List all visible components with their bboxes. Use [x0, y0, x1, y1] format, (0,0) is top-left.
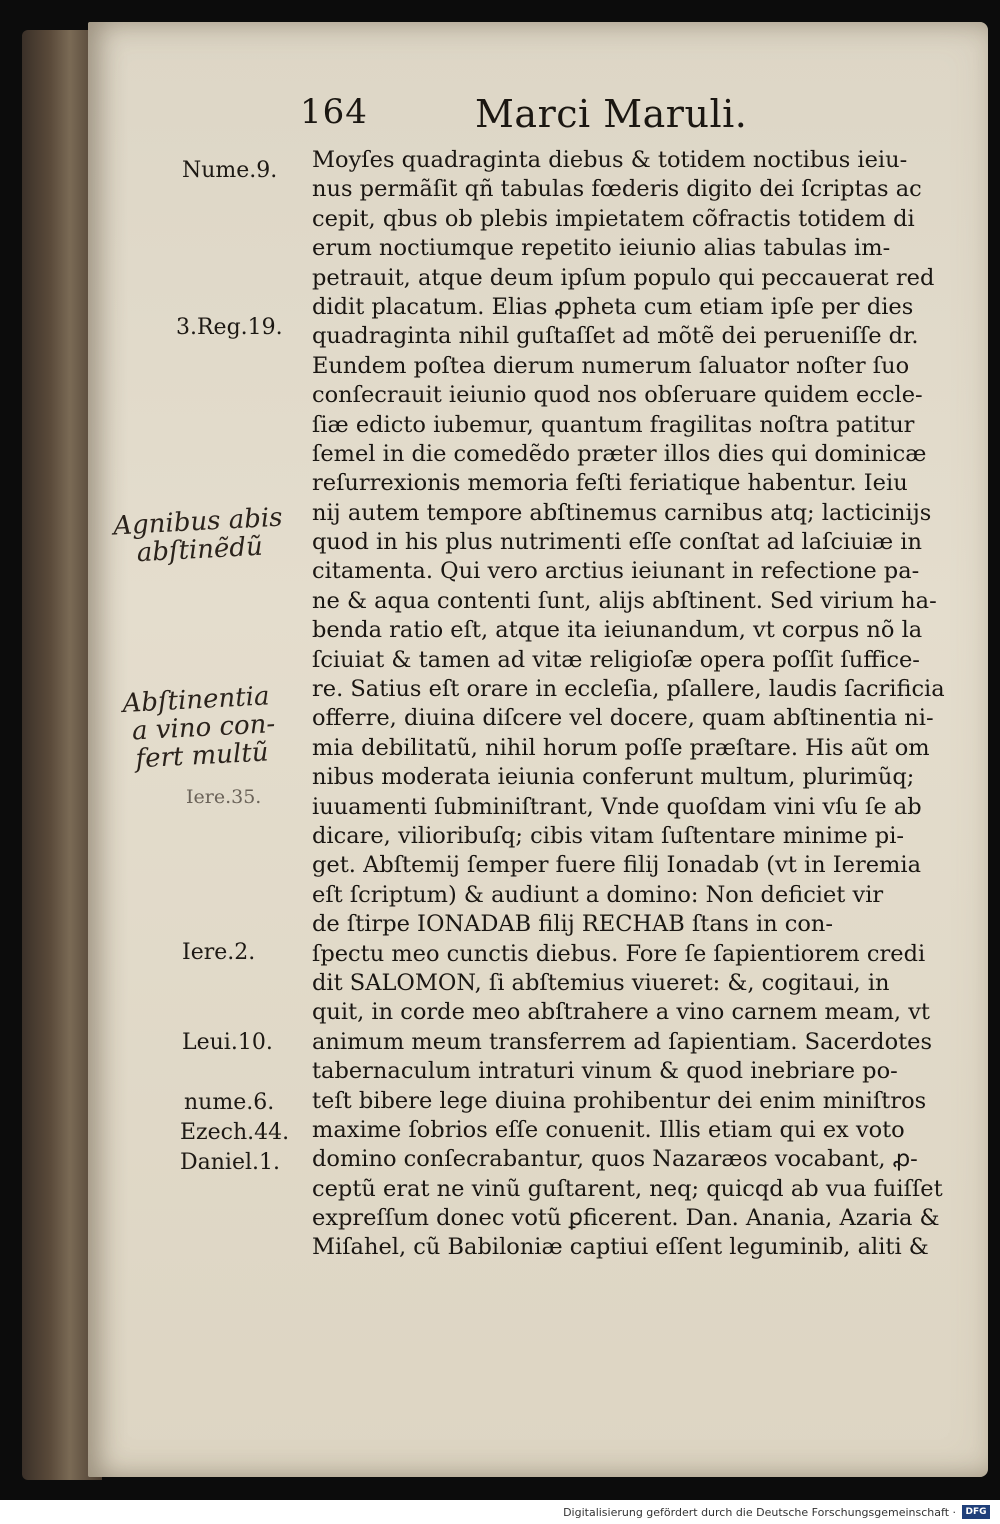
text-line: teſt bibere lege diuina prohibentur dei enim miniſtros	[312, 1087, 927, 1114]
handwritten-line: fert multũ	[134, 737, 270, 775]
text-line: erum noctiumque repetito ieiunio alias tabulas im-	[312, 235, 891, 262]
handwritten-line: abſtinẽdũ	[136, 531, 264, 569]
text-line: benda ratio eſt, atque ita ieiunandum, vt corpus nõ la	[312, 617, 923, 644]
text-line: ne & aqua contenti ſunt, alijs abſtinent. Sed virium ha-	[312, 587, 937, 614]
text-line: dit SALOMON, ſi abſtemius viueret: &, cogitaui, in	[312, 969, 890, 996]
handwritten-note-1	[113, 504, 285, 569]
text-line: cepit, qbus ob plebis impietatem cõfractis totidem di	[312, 205, 915, 232]
margin-reference-ezech-44: Ezech.44.	[180, 1120, 290, 1145]
text-line: ſpectu meo cunctis diebus. Fore ſe ſapientiorem credi	[312, 940, 926, 967]
text-line: nij autem tempore abſtinemus carnibus atq; lacticinijs	[312, 499, 932, 526]
running-title: Marci Maruli.	[475, 92, 748, 136]
text-line: didit placatum. Elias ꝓpheta cum etiam ipſe per dies	[312, 293, 914, 320]
body-text	[312, 146, 962, 1263]
text-line: Moyſes quadraginta diebus & totidem noctibus ieiu-	[312, 147, 908, 173]
text-line: eſt ſcriptum) & audiunt a domino: Non deficiet vir	[312, 881, 884, 908]
margin-reference-iere-2: Iere.2.	[182, 940, 256, 965]
running-head	[300, 92, 820, 142]
text-line: offerre, diuina diſcere vel docere, quam abſtinentia ni-	[312, 705, 934, 732]
text-line: dicare, vilioribuſq; cibis vitam ſuſtentare minime pi-	[312, 822, 904, 849]
handwritten-note-2	[122, 682, 277, 774]
text-line: quadraginta nihil guſtaſſet ad mõtẽ dei perueniſſe dr.	[312, 323, 919, 350]
text-line: expreſſum donec votũ ꝑficerent. Dan. Anania, Azaria &	[312, 1205, 940, 1232]
text-line: citamenta. Qui vero arctius ieiunant in refectione pa-	[312, 558, 920, 585]
text-line: mia debilitatũ, nihil horum poſſe præſtare. His aũt om	[312, 734, 930, 761]
margin-reference-nume-9: Nume.9.	[182, 158, 278, 183]
text-line: maxime ſobrios eſſe conuenit. Illis etiam qui ex voto	[312, 1116, 905, 1143]
text-line: ſemel in die comedẽdo præter illos dies qui dominicæ	[312, 440, 927, 467]
dfg-logo: DFG	[962, 1505, 990, 1519]
handwritten-line: Abſtinentia	[121, 681, 271, 719]
text-line: ceptũ erat ne vinũ guſtarent, neq; quicqd ab vua fuiſſet	[312, 1175, 943, 1202]
text-line: tabernaculum intraturi vinum & quod inebriare po-	[312, 1058, 898, 1085]
margin-reference-daniel-1: Daniel.1.	[180, 1150, 280, 1175]
text-line: Eundem poſtea dierum numerum ſaluator noſter ſuo	[312, 352, 910, 379]
margin-reference-nume-6: nume.6.	[184, 1090, 275, 1115]
handwritten-line: Agnibus abis	[112, 502, 284, 542]
page-number: 164	[300, 92, 368, 132]
text-line: iuuamenti ſubminiſtrant, Vnde quoſdam vini vſu ſe ab	[312, 793, 922, 820]
text-line: re. Satius eſt orare in eccleſia, pſallere, laudis ſacrificia	[312, 676, 945, 703]
text-line: quit, in corde meo abſtrahere a vino carnem meam, vt	[312, 999, 930, 1026]
text-line: animum meum transferrem ad ſapientiam. Sacerdotes	[312, 1028, 933, 1055]
margin-reference-3-reg-19: 3.Reg.19.	[176, 315, 283, 340]
text-line: ſiæ edicto iubemur, quantum fragilitas noſtra patitur	[312, 411, 915, 438]
text-line: reſurrexionis memoria feſti feriatique habentur. Ieiu	[312, 470, 908, 497]
handwritten-line: a vino con-	[131, 709, 276, 747]
text-line: get. Abſtemij ſemper fuere filij Ionadab (vt in Ieremia	[312, 852, 922, 879]
footer-credit: Digitalisierung gefördert durch die Deutsche Forschungsgemeinschaft ·	[563, 1506, 956, 1519]
text-line: petrauit, atque deum ipſum populo qui peccauerat red	[312, 264, 935, 291]
text-line: ſciuiat & tamen ad vitæ religioſæ opera poſſit ſuffice-	[312, 646, 920, 673]
margin-reference-iere-35: Iere.35.	[186, 786, 262, 808]
text-line: quod in his plus nutrimenti eſſe conſtat ad laſciuiæ in	[312, 529, 922, 556]
text-line: de ſtirpe IONADAB filij RECHAB ſtans in con-	[312, 911, 834, 938]
text-line: domino conſecrabantur, quos Nazaræos vocabant, ꝓ-	[312, 1146, 918, 1173]
text-line: conſecrauit ieiunio quod nos obſeruare quidem eccle-	[312, 382, 923, 409]
text-line: nus permãſit qñ tabulas fœderis digito dei ſcriptas ac	[312, 176, 922, 203]
digitization-footer	[0, 1500, 1000, 1524]
text-line: Miſahel, cũ Babiloniæ captiui eſſent leguminib, aliti &	[312, 1234, 929, 1261]
margin-reference-leui-10: Leui.10.	[182, 1030, 273, 1055]
text-line: nibus moderata ieiunia conferunt multum, plurimũq;	[312, 764, 915, 791]
